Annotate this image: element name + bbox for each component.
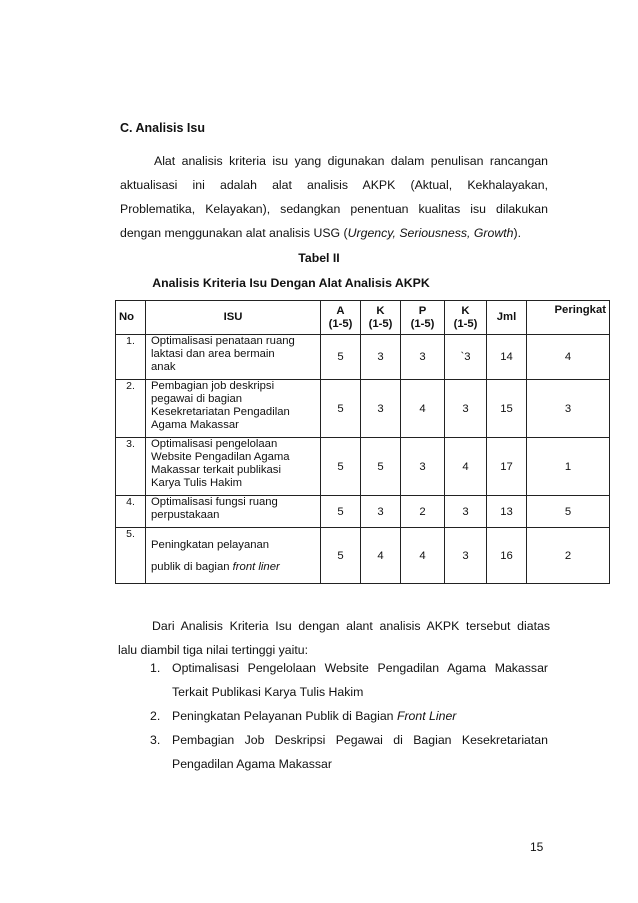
cell-no: 4. — [116, 496, 146, 528]
cell-p: 3 — [401, 438, 445, 496]
conclusion-paragraph — [118, 614, 550, 662]
isu-line: Optimalisasi fungsi ruang — [151, 496, 278, 508]
cell-jml: 17 — [487, 438, 527, 496]
cell-no: 5. — [116, 528, 146, 584]
header-letter: K — [376, 304, 385, 317]
criteria-table — [115, 300, 610, 584]
table-row — [116, 496, 610, 528]
cell-a: 5 — [321, 496, 361, 528]
conclusion-line: Dari Analisis Kriteria Isu dengan alant analisis AKPK tersebut diatas — [152, 619, 550, 633]
cell-isu — [146, 335, 321, 380]
list-number: 2. — [150, 709, 161, 723]
table-header-row — [116, 301, 610, 335]
cell-k2: 4 — [445, 438, 487, 496]
cell-rank: 2 — [527, 528, 610, 584]
page-number: 15 — [530, 840, 544, 854]
isu-line: publik di bagian — [151, 561, 233, 573]
header-isu: ISU — [146, 301, 321, 335]
isu-line: Makassar terkait publikasi — [151, 464, 281, 476]
cell-a: 5 — [321, 335, 361, 380]
isu-line: Agama Makassar — [151, 419, 239, 431]
cell-k1: 3 — [361, 496, 401, 528]
table-title: Analisis Kriteria Isu Dengan Alat Analisis AKPK — [152, 276, 430, 290]
italic-run: Front Liner — [396, 709, 457, 723]
intro-line: Problematika, Kelayakan), sedangkan penentuan kualitas isu dilakukan — [120, 202, 548, 216]
cell-no: 1. — [116, 335, 146, 380]
cell-rank: 4 — [527, 335, 610, 380]
cell-p: 2 — [401, 496, 445, 528]
isu-line: Kesekretariatan Pengadilan — [151, 406, 290, 418]
cell-p: 4 — [401, 380, 445, 438]
isu-line: Pembagian job deskripsi — [151, 380, 275, 392]
cell-isu — [146, 528, 321, 584]
header-letter: K — [461, 304, 470, 317]
cell-k2: 3 — [445, 380, 487, 438]
isu-line: perpustakaan — [151, 509, 220, 521]
isu-line: laktasi dan area bermain — [151, 348, 275, 360]
conclusion-line: lalu diambil tiga nilai tertinggi yaitu: — [118, 643, 309, 657]
table-label: Tabel II — [298, 251, 340, 265]
cell-p: 4 — [401, 528, 445, 584]
list-number: 3. — [150, 733, 161, 747]
header-p — [401, 301, 445, 335]
top-issues-list — [150, 656, 548, 776]
cell-jml: 13 — [487, 496, 527, 528]
cell-isu — [146, 438, 321, 496]
header-no: No — [116, 301, 146, 335]
cell-no: 2. — [116, 380, 146, 438]
cell-jml: 15 — [487, 380, 527, 438]
list-text: Peningkatan Pelayanan Publik di Bagian — [172, 709, 397, 723]
isu-line: Optimalisasi penataan ruang — [151, 335, 295, 347]
list-item — [150, 656, 548, 704]
italic-run: front liner — [232, 561, 280, 573]
header-scale: (1-5) — [328, 317, 353, 330]
header-scale: (1-5) — [453, 317, 478, 330]
cell-jml: 14 — [487, 335, 527, 380]
isu-line: pegawai di bagian — [151, 393, 243, 405]
cell-jml: 16 — [487, 528, 527, 584]
cell-k2: 3 — [445, 528, 487, 584]
cell-p: 3 — [401, 335, 445, 380]
list-line: Optimalisasi Pengelolaan Website Pengadilan Agama Makassar — [172, 661, 548, 675]
cell-a: 5 — [321, 528, 361, 584]
list-line: Terkait Publikasi Karya Tulis Hakim — [172, 685, 364, 699]
table-row — [116, 528, 610, 584]
list-number: 1. — [150, 661, 161, 675]
table-row — [116, 335, 610, 380]
text-run: ). — [513, 226, 522, 240]
section-heading: C. Analisis Isu — [120, 121, 205, 135]
isu-line: Peningkatan pelayanan — [151, 539, 270, 551]
isu-line: anak — [151, 361, 176, 373]
cell-k2: 3 — [445, 496, 487, 528]
header-k1 — [361, 301, 401, 335]
header-letter: P — [418, 304, 427, 317]
text-run: dengan menggunakan alat analisis USG ( — [120, 226, 348, 240]
header-scale: (1-5) — [368, 317, 393, 330]
isu-line: Website Pengadilan Agama — [151, 451, 290, 463]
table-row — [116, 380, 610, 438]
list-line: Pengadilan Agama Makassar — [172, 757, 332, 771]
intro-line — [120, 221, 548, 245]
header-peringkat: Peringkat — [527, 301, 610, 335]
cell-no: 3. — [116, 438, 146, 496]
list-item — [150, 728, 548, 776]
intro-line: aktualisasi ini adalah alat analisis AKPK (Aktual, Kekhalayakan, — [120, 178, 548, 192]
cell-rank: 1 — [527, 438, 610, 496]
table-row — [116, 438, 610, 496]
isu-line: Optimalisasi pengelolaan — [151, 438, 278, 450]
cell-k1: 5 — [361, 438, 401, 496]
cell-a: 5 — [321, 438, 361, 496]
cell-k1: 3 — [361, 380, 401, 438]
italic-run: Urgency, Seriousness, Growth — [347, 226, 514, 240]
cell-isu — [146, 380, 321, 438]
cell-rank: 5 — [527, 496, 610, 528]
intro-paragraph — [120, 149, 548, 245]
cell-isu — [146, 496, 321, 528]
intro-line: Alat analisis kriteria isu yang digunakan dalam penulisan rancangan — [154, 154, 548, 168]
cell-a: 5 — [321, 380, 361, 438]
header-letter: A — [336, 304, 345, 317]
header-a — [321, 301, 361, 335]
cell-k2: `3 — [445, 335, 487, 380]
header-scale: (1-5) — [410, 317, 435, 330]
list-item — [150, 704, 548, 728]
cell-k1: 4 — [361, 528, 401, 584]
isu-line: Karya Tulis Hakim — [151, 477, 243, 489]
cell-rank: 3 — [527, 380, 610, 438]
header-k2 — [445, 301, 487, 335]
header-jml: Jml — [487, 301, 527, 335]
cell-k1: 3 — [361, 335, 401, 380]
list-line: Pembagian Job Deskripsi Pegawai di Bagian Kesekretariatan — [172, 733, 548, 747]
